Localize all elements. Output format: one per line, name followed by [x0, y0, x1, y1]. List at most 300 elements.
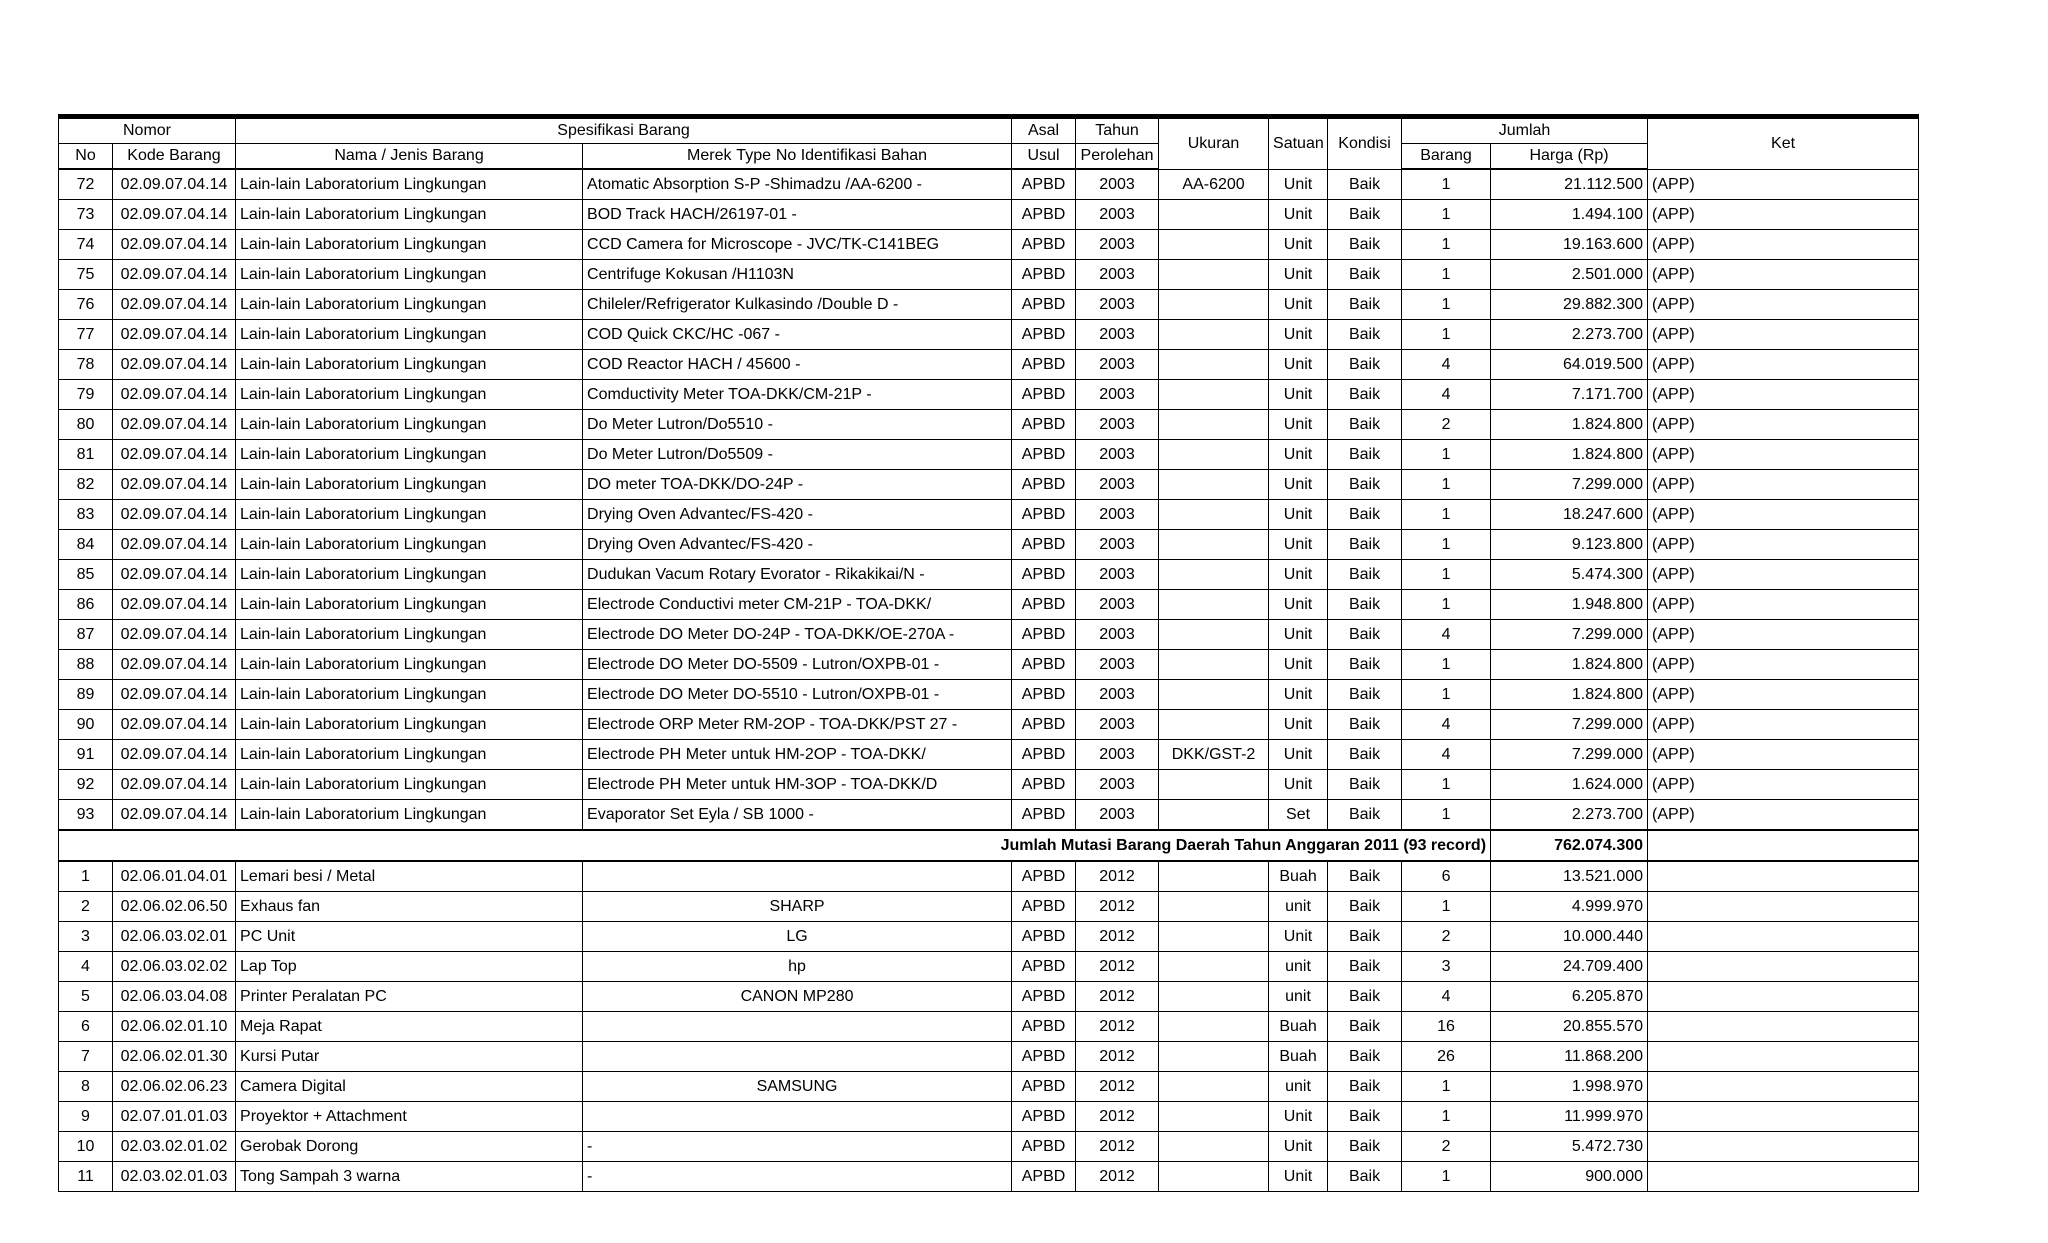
cell-nama: Tong Sampah 3 warna	[236, 1162, 583, 1192]
cell-harga: 2.273.700	[1491, 320, 1648, 350]
header-ukuran: Ukuran	[1159, 117, 1269, 170]
cell-ket	[1648, 1042, 1919, 1072]
cell-barang: 4	[1402, 710, 1491, 740]
cell-no: 6	[59, 1012, 113, 1042]
cell-kondisi: Baik	[1328, 560, 1402, 590]
cell-harga: 29.882.300	[1491, 290, 1648, 320]
cell-barang: 1	[1402, 320, 1491, 350]
cell-merek	[583, 1012, 1012, 1042]
cell-kondisi: Baik	[1328, 1042, 1402, 1072]
cell-no: 10	[59, 1132, 113, 1162]
cell-ukuran	[1159, 770, 1269, 800]
cell-no: 83	[59, 500, 113, 530]
header-kode: Kode Barang	[113, 144, 236, 170]
cell-tahun: 2003	[1076, 200, 1159, 230]
cell-satuan: Unit	[1269, 410, 1328, 440]
cell-merek: Do Meter Lutron/Do5510 -	[583, 410, 1012, 440]
table-row	[59, 861, 1919, 892]
cell-kondisi: Baik	[1328, 1072, 1402, 1102]
cell-ukuran	[1159, 530, 1269, 560]
cell-tahun: 2003	[1076, 740, 1159, 770]
cell-barang: 1	[1402, 1102, 1491, 1132]
cell-merek: -	[583, 1162, 1012, 1192]
cell-asal: APBD	[1012, 1072, 1076, 1102]
cell-asal: APBD	[1012, 560, 1076, 590]
cell-harga: 18.247.600	[1491, 500, 1648, 530]
cell-no: 11	[59, 1162, 113, 1192]
cell-kode: 02.07.01.01.03	[113, 1102, 236, 1132]
cell-barang: 1	[1402, 500, 1491, 530]
cell-ukuran	[1159, 922, 1269, 952]
cell-ukuran	[1159, 410, 1269, 440]
cell-ukuran	[1159, 290, 1269, 320]
cell-barang: 1	[1402, 560, 1491, 590]
cell-satuan: Unit	[1269, 922, 1328, 952]
cell-ukuran	[1159, 560, 1269, 590]
cell-ket: (APP)	[1648, 560, 1919, 590]
cell-nama: Printer Peralatan PC	[236, 982, 583, 1012]
cell-tahun: 2003	[1076, 620, 1159, 650]
header-barang: Barang	[1402, 144, 1491, 170]
cell-barang: 1	[1402, 169, 1491, 200]
cell-ukuran	[1159, 200, 1269, 230]
table-row	[59, 650, 1919, 680]
header-perolehan: Perolehan	[1076, 144, 1159, 170]
cell-kondisi: Baik	[1328, 1132, 1402, 1162]
cell-merek: Electrode ORP Meter RM-2OP - TOA-DKK/PST 27 -	[583, 710, 1012, 740]
cell-satuan: Set	[1269, 800, 1328, 831]
cell-harga: 1.824.800	[1491, 650, 1648, 680]
cell-no: 82	[59, 470, 113, 500]
table-row	[59, 260, 1919, 290]
cell-merek: Electrode DO Meter DO-24P - TOA-DKK/OE-270A -	[583, 620, 1012, 650]
table-body-2003	[59, 169, 1919, 830]
cell-asal: APBD	[1012, 680, 1076, 710]
cell-satuan: Unit	[1269, 770, 1328, 800]
cell-tahun: 2003	[1076, 770, 1159, 800]
cell-asal: APBD	[1012, 922, 1076, 952]
inventory-table	[58, 114, 1919, 1192]
cell-nama: Proyektor + Attachment	[236, 1102, 583, 1132]
table-header	[59, 117, 1919, 170]
cell-ukuran	[1159, 861, 1269, 892]
cell-ukuran	[1159, 1132, 1269, 1162]
cell-nama: Lemari besi / Metal	[236, 861, 583, 892]
header-tahun: Tahun	[1076, 117, 1159, 144]
cell-ukuran	[1159, 680, 1269, 710]
cell-kondisi: Baik	[1328, 169, 1402, 200]
cell-kode: 02.09.07.04.14	[113, 620, 236, 650]
table-row	[59, 230, 1919, 260]
header-asal: Asal	[1012, 117, 1076, 144]
cell-asal: APBD	[1012, 952, 1076, 982]
cell-ket	[1648, 861, 1919, 892]
cell-harga: 1.998.970	[1491, 1072, 1648, 1102]
cell-asal: APBD	[1012, 1042, 1076, 1072]
cell-ukuran	[1159, 952, 1269, 982]
cell-merek	[583, 1102, 1012, 1132]
cell-kode: 02.09.07.04.14	[113, 680, 236, 710]
table-row	[59, 380, 1919, 410]
table-row	[59, 440, 1919, 470]
cell-no: 77	[59, 320, 113, 350]
cell-kode: 02.09.07.04.14	[113, 320, 236, 350]
cell-merek: Centrifuge Kokusan /H1103N	[583, 260, 1012, 290]
cell-barang: 2	[1402, 1132, 1491, 1162]
cell-asal: APBD	[1012, 892, 1076, 922]
header-satuan: Satuan	[1269, 117, 1328, 170]
cell-harga: 2.501.000	[1491, 260, 1648, 290]
cell-kode: 02.09.07.04.14	[113, 410, 236, 440]
cell-merek: Drying Oven Advantec/FS-420 -	[583, 500, 1012, 530]
cell-harga: 13.521.000	[1491, 861, 1648, 892]
cell-merek: Electrode DO Meter DO-5509 - Lutron/OXPB-01 -	[583, 650, 1012, 680]
total-row	[59, 830, 1919, 861]
cell-satuan: Buah	[1269, 1012, 1328, 1042]
cell-kondisi: Baik	[1328, 320, 1402, 350]
cell-no: 92	[59, 770, 113, 800]
header-merek: Merek	[687, 147, 732, 164]
cell-merek: Chileler/Refrigerator Kulkasindo /Double D -	[583, 290, 1012, 320]
cell-asal: APBD	[1012, 1162, 1076, 1192]
cell-nama: Camera Digital	[236, 1072, 583, 1102]
cell-ket: (APP)	[1648, 650, 1919, 680]
table-row	[59, 620, 1919, 650]
cell-no: 9	[59, 1102, 113, 1132]
cell-nama: Lain-lain Laboratorium Lingkungan	[236, 169, 583, 200]
cell-tahun: 2003	[1076, 710, 1159, 740]
cell-merek: Electrode PH Meter untuk HM-2OP - TOA-DKK/	[583, 740, 1012, 770]
cell-kondisi: Baik	[1328, 922, 1402, 952]
cell-ukuran	[1159, 320, 1269, 350]
cell-ukuran	[1159, 892, 1269, 922]
cell-tahun: 2012	[1076, 892, 1159, 922]
cell-kode: 02.06.02.06.50	[113, 892, 236, 922]
cell-asal: APBD	[1012, 470, 1076, 500]
cell-no: 78	[59, 350, 113, 380]
cell-ket	[1648, 1102, 1919, 1132]
cell-satuan: Unit	[1269, 260, 1328, 290]
cell-barang: 1	[1402, 470, 1491, 500]
cell-nama: Meja Rapat	[236, 1012, 583, 1042]
cell-kode: 02.06.02.01.10	[113, 1012, 236, 1042]
cell-kondisi: Baik	[1328, 710, 1402, 740]
cell-ket: (APP)	[1648, 710, 1919, 740]
cell-ukuran	[1159, 440, 1269, 470]
cell-tahun: 2012	[1076, 982, 1159, 1012]
cell-asal: APBD	[1012, 770, 1076, 800]
cell-kode: 02.09.07.04.14	[113, 350, 236, 380]
cell-harga: 5.472.730	[1491, 1132, 1648, 1162]
header-usul: Usul	[1012, 144, 1076, 170]
cell-harga: 64.019.500	[1491, 350, 1648, 380]
cell-merek	[583, 1042, 1012, 1072]
cell-merek: Electrode Conductivi meter CM-21P - TOA-DKK/	[583, 590, 1012, 620]
cell-barang: 1	[1402, 892, 1491, 922]
cell-no: 76	[59, 290, 113, 320]
cell-no: 1	[59, 861, 113, 892]
cell-tahun: 2003	[1076, 560, 1159, 590]
cell-tahun: 2003	[1076, 440, 1159, 470]
cell-satuan: Unit	[1269, 470, 1328, 500]
cell-barang: 1	[1402, 590, 1491, 620]
cell-harga: 4.999.970	[1491, 892, 1648, 922]
cell-satuan: Unit	[1269, 169, 1328, 200]
cell-harga: 7.299.000	[1491, 470, 1648, 500]
cell-ket	[1648, 982, 1919, 1012]
cell-satuan: Unit	[1269, 1102, 1328, 1132]
cell-kondisi: Baik	[1328, 800, 1402, 831]
cell-nama: Lain-lain Laboratorium Lingkungan	[236, 740, 583, 770]
cell-kondisi: Baik	[1328, 1012, 1402, 1042]
cell-no: 4	[59, 952, 113, 982]
cell-barang: 1	[1402, 530, 1491, 560]
total-harga: 762.074.300	[1491, 830, 1648, 861]
cell-asal: APBD	[1012, 1012, 1076, 1042]
cell-no: 90	[59, 710, 113, 740]
cell-asal: APBD	[1012, 410, 1076, 440]
cell-kondisi: Baik	[1328, 500, 1402, 530]
table-row	[59, 500, 1919, 530]
table-total	[59, 830, 1919, 861]
cell-nama: Lain-lain Laboratorium Lingkungan	[236, 410, 583, 440]
table-row	[59, 290, 1919, 320]
cell-tahun: 2003	[1076, 650, 1159, 680]
cell-kondisi: Baik	[1328, 770, 1402, 800]
table-row	[59, 710, 1919, 740]
cell-nama: Lain-lain Laboratorium Lingkungan	[236, 200, 583, 230]
cell-satuan: Unit	[1269, 620, 1328, 650]
cell-nama: Lain-lain Laboratorium Lingkungan	[236, 590, 583, 620]
cell-nama: Lain-lain Laboratorium Lingkungan	[236, 530, 583, 560]
cell-asal: APBD	[1012, 710, 1076, 740]
cell-barang: 1	[1402, 1162, 1491, 1192]
cell-asal: APBD	[1012, 260, 1076, 290]
cell-satuan: unit	[1269, 952, 1328, 982]
cell-kode: 02.09.07.04.14	[113, 230, 236, 260]
cell-satuan: Unit	[1269, 590, 1328, 620]
cell-nama: Lain-lain Laboratorium Lingkungan	[236, 470, 583, 500]
cell-asal: APBD	[1012, 982, 1076, 1012]
cell-asal: APBD	[1012, 740, 1076, 770]
table-row	[59, 892, 1919, 922]
cell-satuan: Unit	[1269, 1162, 1328, 1192]
cell-barang: 4	[1402, 350, 1491, 380]
cell-barang: 26	[1402, 1042, 1491, 1072]
cell-no: 75	[59, 260, 113, 290]
table-row	[59, 770, 1919, 800]
cell-merek: Electrode DO Meter DO-5510 - Lutron/OXPB-01 -	[583, 680, 1012, 710]
cell-barang: 1	[1402, 650, 1491, 680]
cell-tahun: 2012	[1076, 861, 1159, 892]
cell-satuan: Unit	[1269, 440, 1328, 470]
cell-barang: 1	[1402, 770, 1491, 800]
cell-ket: (APP)	[1648, 290, 1919, 320]
cell-asal: APBD	[1012, 320, 1076, 350]
cell-ukuran	[1159, 1102, 1269, 1132]
cell-harga: 7.171.700	[1491, 380, 1648, 410]
cell-asal: APBD	[1012, 290, 1076, 320]
cell-nama: Lain-lain Laboratorium Lingkungan	[236, 680, 583, 710]
cell-tahun: 2012	[1076, 952, 1159, 982]
cell-merek: BOD Track HACH/26197-01 -	[583, 200, 1012, 230]
cell-ukuran	[1159, 260, 1269, 290]
cell-harga: 9.123.800	[1491, 530, 1648, 560]
cell-kode: 02.09.07.04.14	[113, 560, 236, 590]
cell-tahun: 2003	[1076, 290, 1159, 320]
cell-nama: Lain-lain Laboratorium Lingkungan	[236, 260, 583, 290]
cell-kode: 02.09.07.04.14	[113, 530, 236, 560]
cell-ukuran	[1159, 500, 1269, 530]
cell-ket	[1648, 922, 1919, 952]
cell-nama: Lain-lain Laboratorium Lingkungan	[236, 380, 583, 410]
cell-asal: APBD	[1012, 169, 1076, 200]
cell-kode: 02.09.07.04.14	[113, 650, 236, 680]
cell-ket	[1648, 1072, 1919, 1102]
cell-ket: (APP)	[1648, 500, 1919, 530]
cell-kondisi: Baik	[1328, 380, 1402, 410]
cell-kondisi: Baik	[1328, 982, 1402, 1012]
cell-nama: Lain-lain Laboratorium Lingkungan	[236, 440, 583, 470]
cell-satuan: Buah	[1269, 1042, 1328, 1072]
table-row	[59, 350, 1919, 380]
cell-satuan: Unit	[1269, 500, 1328, 530]
cell-tahun: 2012	[1076, 922, 1159, 952]
cell-asal: APBD	[1012, 230, 1076, 260]
table-row	[59, 922, 1919, 952]
cell-harga: 1.948.800	[1491, 590, 1648, 620]
cell-ukuran	[1159, 590, 1269, 620]
cell-ukuran: AA-6200	[1159, 169, 1269, 200]
cell-tahun: 2012	[1076, 1072, 1159, 1102]
cell-harga: 1.824.800	[1491, 440, 1648, 470]
cell-asal: APBD	[1012, 440, 1076, 470]
cell-ket: (APP)	[1648, 470, 1919, 500]
cell-ket	[1648, 952, 1919, 982]
cell-nama: Lain-lain Laboratorium Lingkungan	[236, 230, 583, 260]
cell-barang: 1	[1402, 680, 1491, 710]
cell-tahun: 2003	[1076, 590, 1159, 620]
cell-kondisi: Baik	[1328, 440, 1402, 470]
cell-nama: Lain-lain Laboratorium Lingkungan	[236, 320, 583, 350]
cell-ket: (APP)	[1648, 230, 1919, 260]
cell-nama: Lain-lain Laboratorium Lingkungan	[236, 770, 583, 800]
cell-tahun: 2012	[1076, 1162, 1159, 1192]
cell-asal: APBD	[1012, 620, 1076, 650]
cell-kode: 02.09.07.04.14	[113, 590, 236, 620]
cell-no: 85	[59, 560, 113, 590]
cell-no: 86	[59, 590, 113, 620]
cell-no: 5	[59, 982, 113, 1012]
table-row	[59, 590, 1919, 620]
table-row	[59, 470, 1919, 500]
cell-kode: 02.03.02.01.03	[113, 1162, 236, 1192]
cell-harga: 1.824.800	[1491, 410, 1648, 440]
cell-kode: 02.09.07.04.14	[113, 380, 236, 410]
cell-kode: 02.09.07.04.14	[113, 770, 236, 800]
table-row	[59, 1042, 1919, 1072]
header-harga: Harga (Rp)	[1491, 144, 1648, 170]
cell-asal: APBD	[1012, 380, 1076, 410]
cell-ukuran	[1159, 710, 1269, 740]
cell-tahun: 2012	[1076, 1042, 1159, 1072]
header-jumlah: Jumlah	[1402, 117, 1648, 144]
cell-asal: APBD	[1012, 500, 1076, 530]
cell-barang: 6	[1402, 861, 1491, 892]
cell-ukuran	[1159, 230, 1269, 260]
cell-harga: 1.624.000	[1491, 770, 1648, 800]
cell-kode: 02.06.03.04.08	[113, 982, 236, 1012]
cell-tahun: 2012	[1076, 1132, 1159, 1162]
cell-asal: APBD	[1012, 350, 1076, 380]
cell-merek: Do Meter Lutron/Do5509 -	[583, 440, 1012, 470]
cell-barang: 3	[1402, 952, 1491, 982]
cell-nama: Lain-lain Laboratorium Lingkungan	[236, 290, 583, 320]
cell-barang: 1	[1402, 230, 1491, 260]
cell-merek: COD Quick CKC/HC -067 -	[583, 320, 1012, 350]
cell-asal: APBD	[1012, 590, 1076, 620]
cell-barang: 1	[1402, 200, 1491, 230]
cell-kode: 02.09.07.04.14	[113, 740, 236, 770]
cell-merek: COD Reactor HACH / 45600 -	[583, 350, 1012, 380]
cell-kode: 02.09.07.04.14	[113, 260, 236, 290]
cell-no: 88	[59, 650, 113, 680]
cell-ket: (APP)	[1648, 410, 1919, 440]
cell-ukuran	[1159, 1162, 1269, 1192]
cell-ket	[1648, 1132, 1919, 1162]
cell-tahun: 2003	[1076, 680, 1159, 710]
cell-asal: APBD	[1012, 200, 1076, 230]
table-row	[59, 560, 1919, 590]
cell-merek: hp	[583, 952, 1012, 982]
cell-kode: 02.09.07.04.14	[113, 470, 236, 500]
table-row	[59, 982, 1919, 1012]
cell-no: 80	[59, 410, 113, 440]
cell-tahun: 2003	[1076, 500, 1159, 530]
cell-kode: 02.06.03.02.02	[113, 952, 236, 982]
cell-harga: 1.494.100	[1491, 200, 1648, 230]
cell-no: 79	[59, 380, 113, 410]
cell-barang: 4	[1402, 982, 1491, 1012]
header-nomor: Nomor	[59, 117, 236, 144]
cell-ukuran	[1159, 380, 1269, 410]
cell-kondisi: Baik	[1328, 590, 1402, 620]
cell-kondisi: Baik	[1328, 410, 1402, 440]
cell-satuan: Unit	[1269, 530, 1328, 560]
table-row	[59, 1162, 1919, 1192]
cell-no: 3	[59, 922, 113, 952]
cell-asal: APBD	[1012, 650, 1076, 680]
cell-no: 81	[59, 440, 113, 470]
cell-ket	[1648, 1012, 1919, 1042]
cell-harga: 19.163.600	[1491, 230, 1648, 260]
table-row	[59, 1072, 1919, 1102]
cell-ukuran	[1159, 1012, 1269, 1042]
cell-barang: 4	[1402, 740, 1491, 770]
cell-satuan: Unit	[1269, 740, 1328, 770]
cell-kondisi: Baik	[1328, 1162, 1402, 1192]
cell-merek	[583, 861, 1012, 892]
cell-kondisi: Baik	[1328, 470, 1402, 500]
inventory-table-container	[58, 114, 1918, 1192]
cell-tahun: 2003	[1076, 470, 1159, 500]
cell-ket	[1648, 1162, 1919, 1192]
table-row	[59, 410, 1919, 440]
cell-barang: 1	[1402, 800, 1491, 831]
cell-kondisi: Baik	[1328, 740, 1402, 770]
cell-tahun: 2003	[1076, 530, 1159, 560]
cell-nama: Lain-lain Laboratorium Lingkungan	[236, 710, 583, 740]
